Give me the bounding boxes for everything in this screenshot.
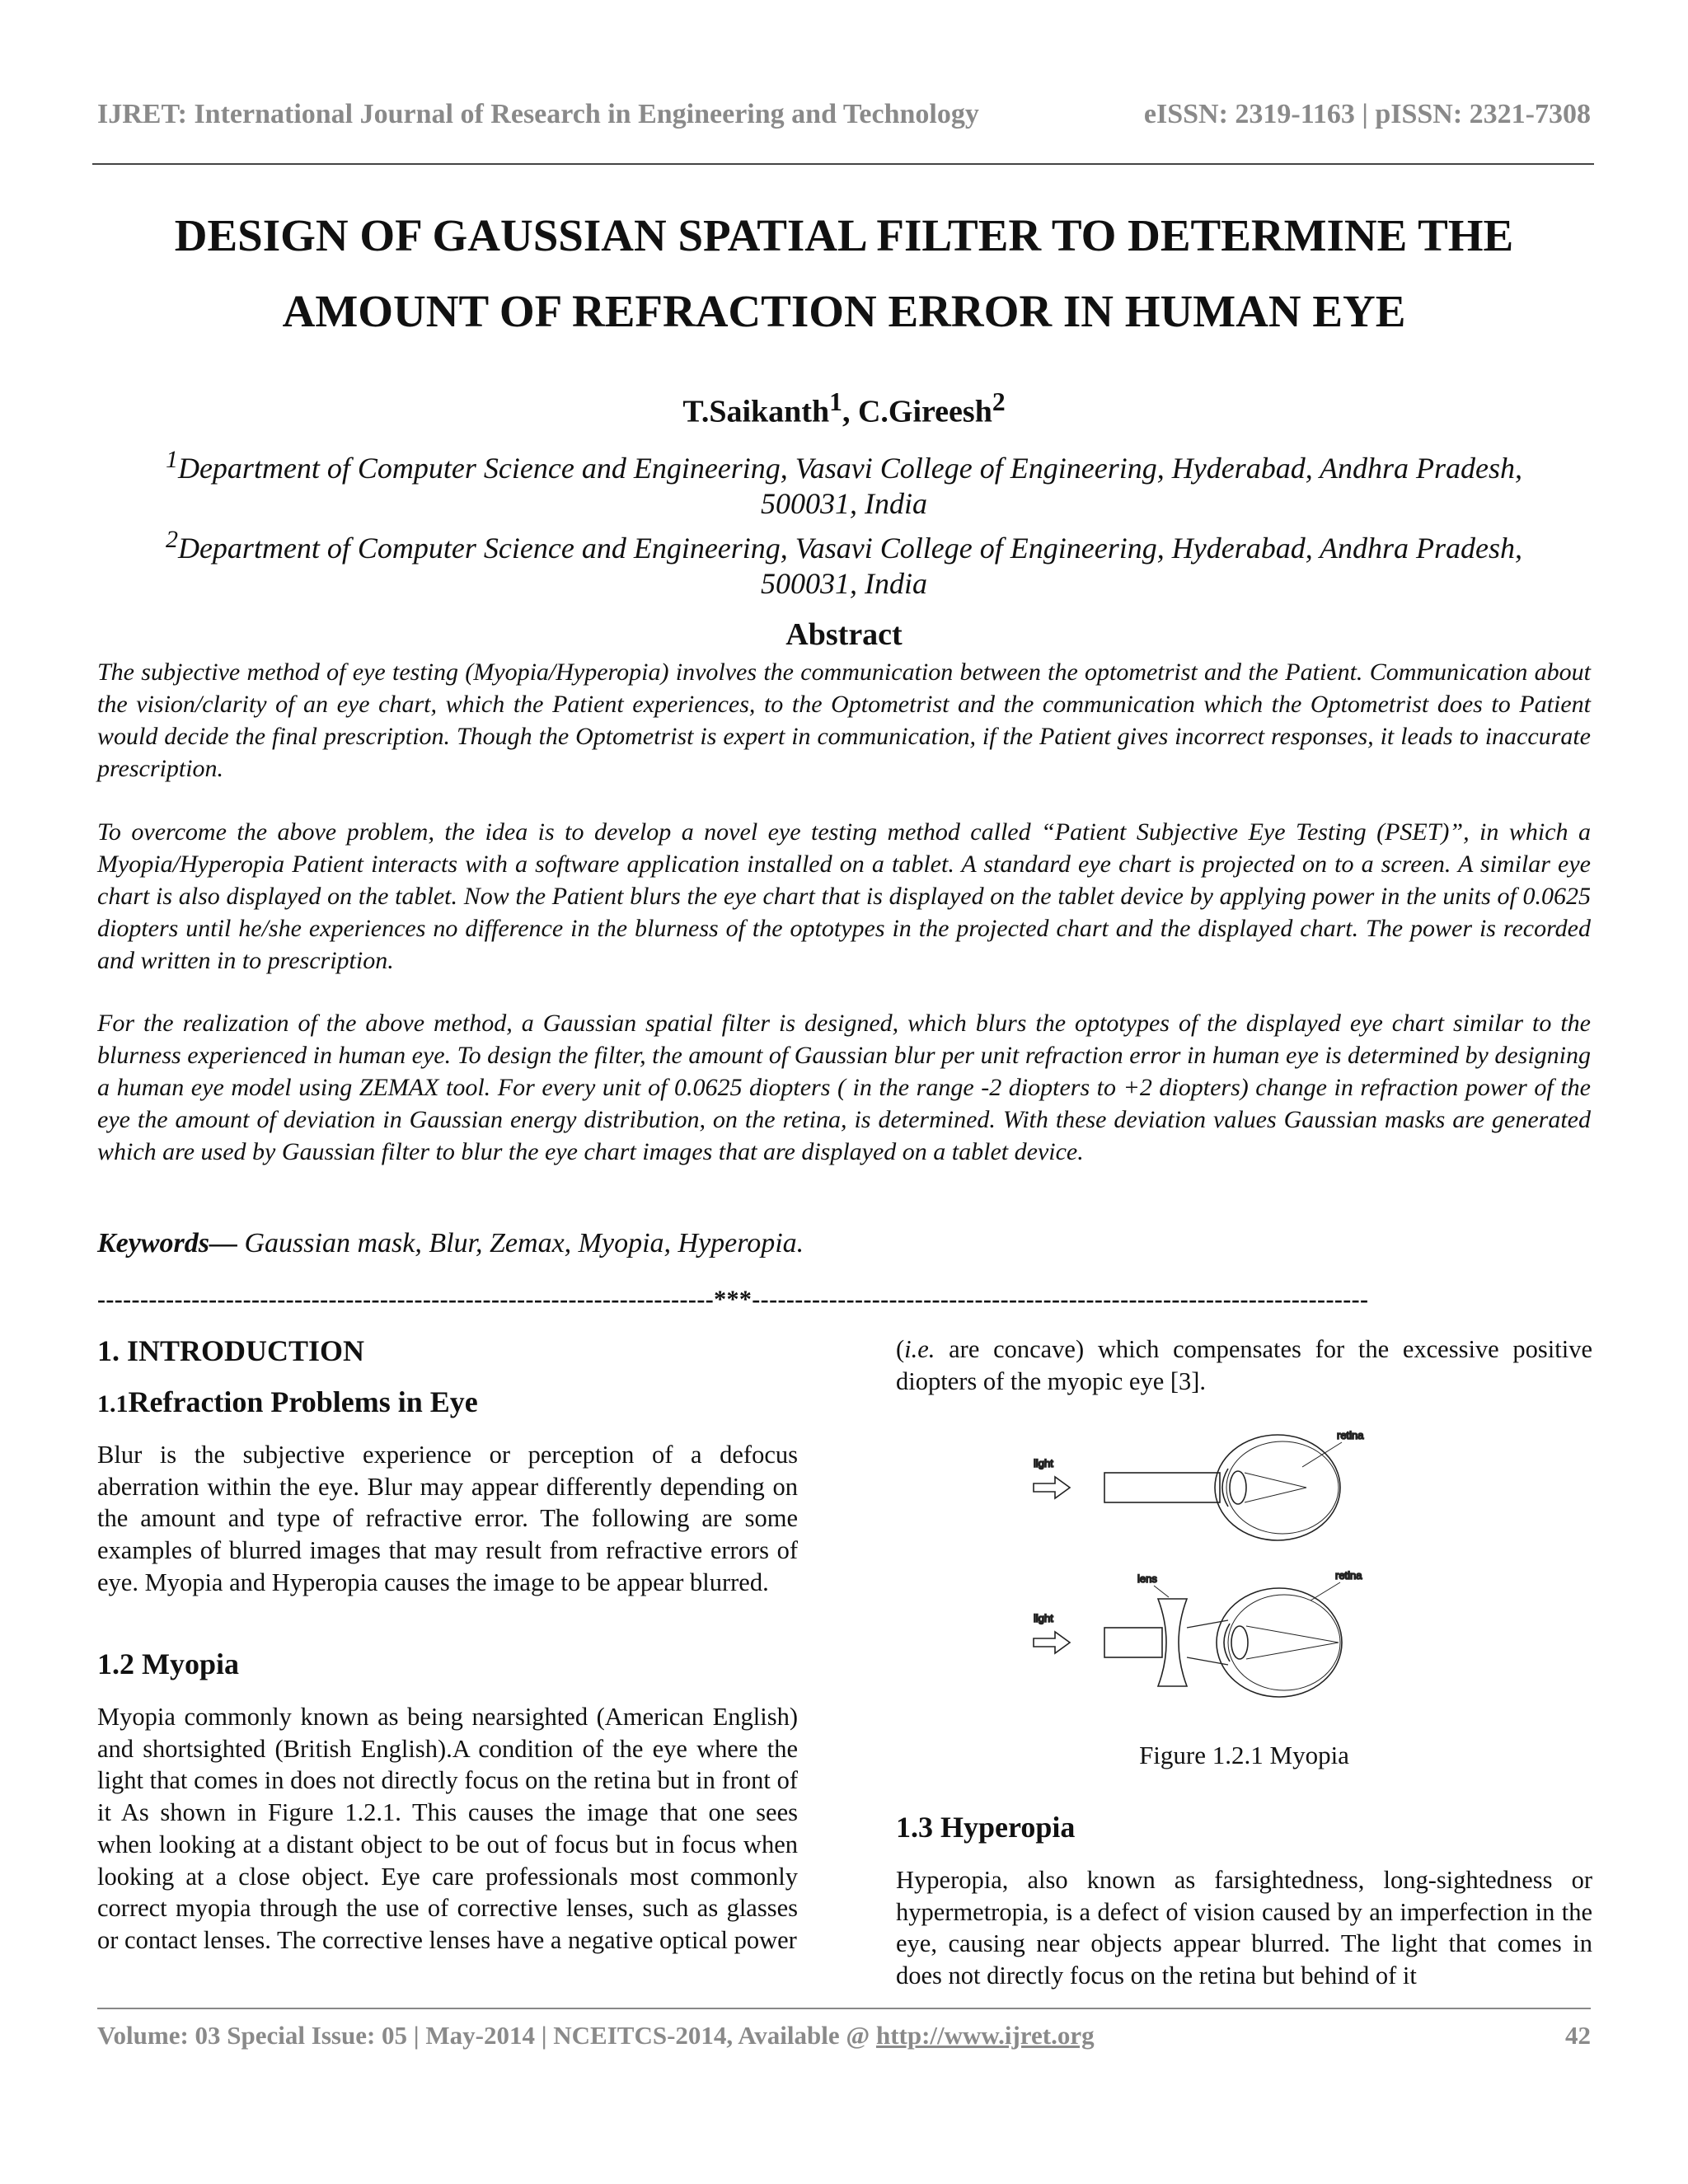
section-1-2-heading: 1.2 Myopia [97, 1647, 240, 1680]
affiliation-1-line2: 500031, India [761, 487, 927, 520]
abstract-paragraph-2: To overcome the above problem, the idea is to develop a novel eye testing method called “Patient Subjective Eye Testing (PSET)”, in which a Myopia/Hyperopia Patient interacts with a software application installed on a tablet. A standard eye chart is projected on to a screen. A similar eye chart is also displayed on the tablet. Now the Patient blurs the eye chart that is displayed on the tablet device by applying power in the units of 0.0625 diopters until he/she experiences no difference in the blurness of the optotypes in the projected chart and the displayed chart. The power is recorded and written in to prescription. [97, 818, 1591, 974]
affiliation-2-line1: Department of Computer Science and Engineering, Vasavi College of Engineering, Hyderabad, Andhra Pradesh, [177, 532, 1523, 565]
myopia-figure [1022, 1426, 1418, 1706]
abstract-paragraph-3: For the realization of the above method, a Gaussian spatial filter is designed, which blurs the optotypes of the displayed eye chart similar to the blurness experienced in human eye. To design the filter, the amount of Gaussian blur per unit refraction error in human eye is determined by designing a human eye model using ZEMAX tool. For every unit of 0.0625 diopters ( in the range -2 diopters to +2 diopters) change in refraction power of the eye the amount of deviation in Gaussian energy distribution, on the retina, is determined. With these deviation values Gaussian masks are generated which are used by Gaussian filter to blur the eye chart images that are displayed on a tablet device. [97, 1010, 1591, 1165]
myopia-continuation-body: are concave) which compensates for the excessive positive diopters of the myopic eye [3]. [896, 1335, 1592, 1395]
corrected-eye-diagram [1034, 1569, 1362, 1697]
page-number: 42 [1565, 2021, 1591, 2050]
section-1-2-text: Myopia commonly known as being nearsighted (American English) and shortsighted (British English).A condition of the eye where the light that comes in does not directly focus on the retina but in front of it As shown in Figure 1.2.1. This causes the image that one sees when looking at a distant object to be out of focus but in focus when looking at a close object. Eye care professionals most commonly correct myopia through the use of corrective lenses, such as glasses or contact lenses. The corrective lenses have a negative optical power [97, 1703, 798, 1954]
keywords-text: Gaussian mask, Blur, Zemax, Myopia, Hyperopia. [237, 1228, 804, 1258]
author-1-sup: 1 [829, 387, 842, 416]
ie-abbrev: i.e. [904, 1335, 935, 1363]
journal-name: IJRET: International Journal of Research in Engineering and Technology [97, 99, 979, 129]
footer-divider [97, 2008, 1591, 2009]
lens-bottom [1231, 1626, 1248, 1659]
author-1: T.Saikanth [682, 394, 830, 429]
author-2: C.Gireesh [857, 394, 992, 429]
lens-pointer [1154, 1586, 1169, 1597]
eyeball-top [1215, 1435, 1340, 1540]
cornea-bottom [1224, 1624, 1230, 1661]
paper-title [82, 198, 1606, 349]
section-1-3-text: Hyperopia, also known as farsightedness, long-sightedness or hypermetropia, is a defect of vision caused by an imperfection in the eye, causing near objects appear blurred. The light that comes in does not directly focus on the retina but behind of it [896, 1866, 1592, 1990]
affiliation-1-line1: Department of Computer Science and Engineering, Vasavi College of Engineering, Hyderabad, Andhra Pradesh, [177, 452, 1523, 485]
introduction-heading: 1. INTRODUCTION [97, 1334, 365, 1367]
light-arrow-top-icon [1034, 1477, 1070, 1498]
title-line-2: AMOUNT OF REFRACTION ERROR IN HUMAN EYE [282, 286, 1406, 336]
footer-link[interactable]: http://www.ijret.org [875, 2021, 1095, 2050]
issn-info: eISSN: 2319-1163 | pISSN: 2321-7308 [1143, 99, 1591, 129]
title-line-1: DESIGN OF GAUSSIAN SPATIAL FILTER TO DETERMINE THE [174, 210, 1514, 260]
light-label-top: light [1034, 1457, 1053, 1469]
myopia-continuation-text [896, 1333, 1592, 1397]
header-divider [92, 163, 1594, 165]
lens-label: lens [1137, 1572, 1157, 1585]
focus-rays-bottom [1246, 1626, 1339, 1659]
eyeball-bottom [1217, 1588, 1342, 1697]
affiliation-2 [124, 522, 1564, 566]
section-1-1-title: Refraction Problems in Eye [128, 1385, 478, 1418]
affiliation-1-sup: 1 [165, 446, 178, 473]
section-1-1-number: 1.1 [97, 1390, 129, 1418]
cornea-top [1222, 1469, 1228, 1507]
author-sep: , [842, 394, 858, 429]
affiliation-2-sup: 2 [165, 526, 178, 553]
light-beam-bottom [1104, 1628, 1162, 1657]
authors [0, 387, 1688, 430]
keywords [97, 1228, 804, 1259]
light-beam-top [1104, 1473, 1220, 1502]
section-1-3-heading: 1.3 Hyperopia [896, 1811, 1076, 1844]
footer-text: Volume: 03 Special Issue: 05 | May-2014 | NCEITCS-2014, Available @ [97, 2021, 876, 2050]
focus-rays-top [1245, 1473, 1306, 1502]
retina-bottom [1228, 1595, 1340, 1690]
light-label-bottom: light [1034, 1612, 1053, 1624]
affiliation-2-line2: 500031, India [761, 567, 927, 600]
affiliations [124, 442, 1564, 602]
diverging-beam [1187, 1620, 1228, 1665]
lens-top [1230, 1471, 1246, 1504]
retina-label-bottom: retina [1335, 1569, 1362, 1582]
paren-open: ( [896, 1335, 905, 1363]
section-1-1-heading [97, 1385, 798, 1419]
author-2-sup: 2 [992, 387, 1006, 416]
abstract-heading: Abstract [785, 617, 903, 652]
keywords-label: Keywords— [97, 1228, 237, 1258]
affiliation-1 [124, 442, 1564, 486]
abstract-paragraph-1: The subjective method of eye testing (Myopia/Hyperopia) involves the communication between the optometrist and the Patient. Communication about the vision/clarity of an eye chart, which the Patient experiences, to the Optometrist and the communication which the Optometrist does to Patient would decide the final prescription. Though the Optometrist is expert in communication, if the Patient gives incorrect responses, it leads to inaccurate prescription. [97, 658, 1591, 782]
figure-caption: Figure 1.2.1 Myopia [1139, 1741, 1349, 1769]
section-1-1-text: Blur is the subjective experience or perception of a defocus aberration within the eye. Blur may appear differently depending on the amount and type of refractive error. The following are some examples of blurred images that may result from refractive errors of eye. Myopia and Hyperopia causes the image to be appear blurred. [97, 1441, 798, 1596]
uncorrected-eye-diagram [1034, 1429, 1364, 1540]
section-separator: ------------------------------------------------------------------------***------------------------------------------------------------------------ [97, 1286, 1369, 1313]
retina-label-top: retina [1337, 1429, 1364, 1441]
light-arrow-bottom-icon [1034, 1632, 1070, 1653]
footer-info [97, 2021, 1095, 2050]
